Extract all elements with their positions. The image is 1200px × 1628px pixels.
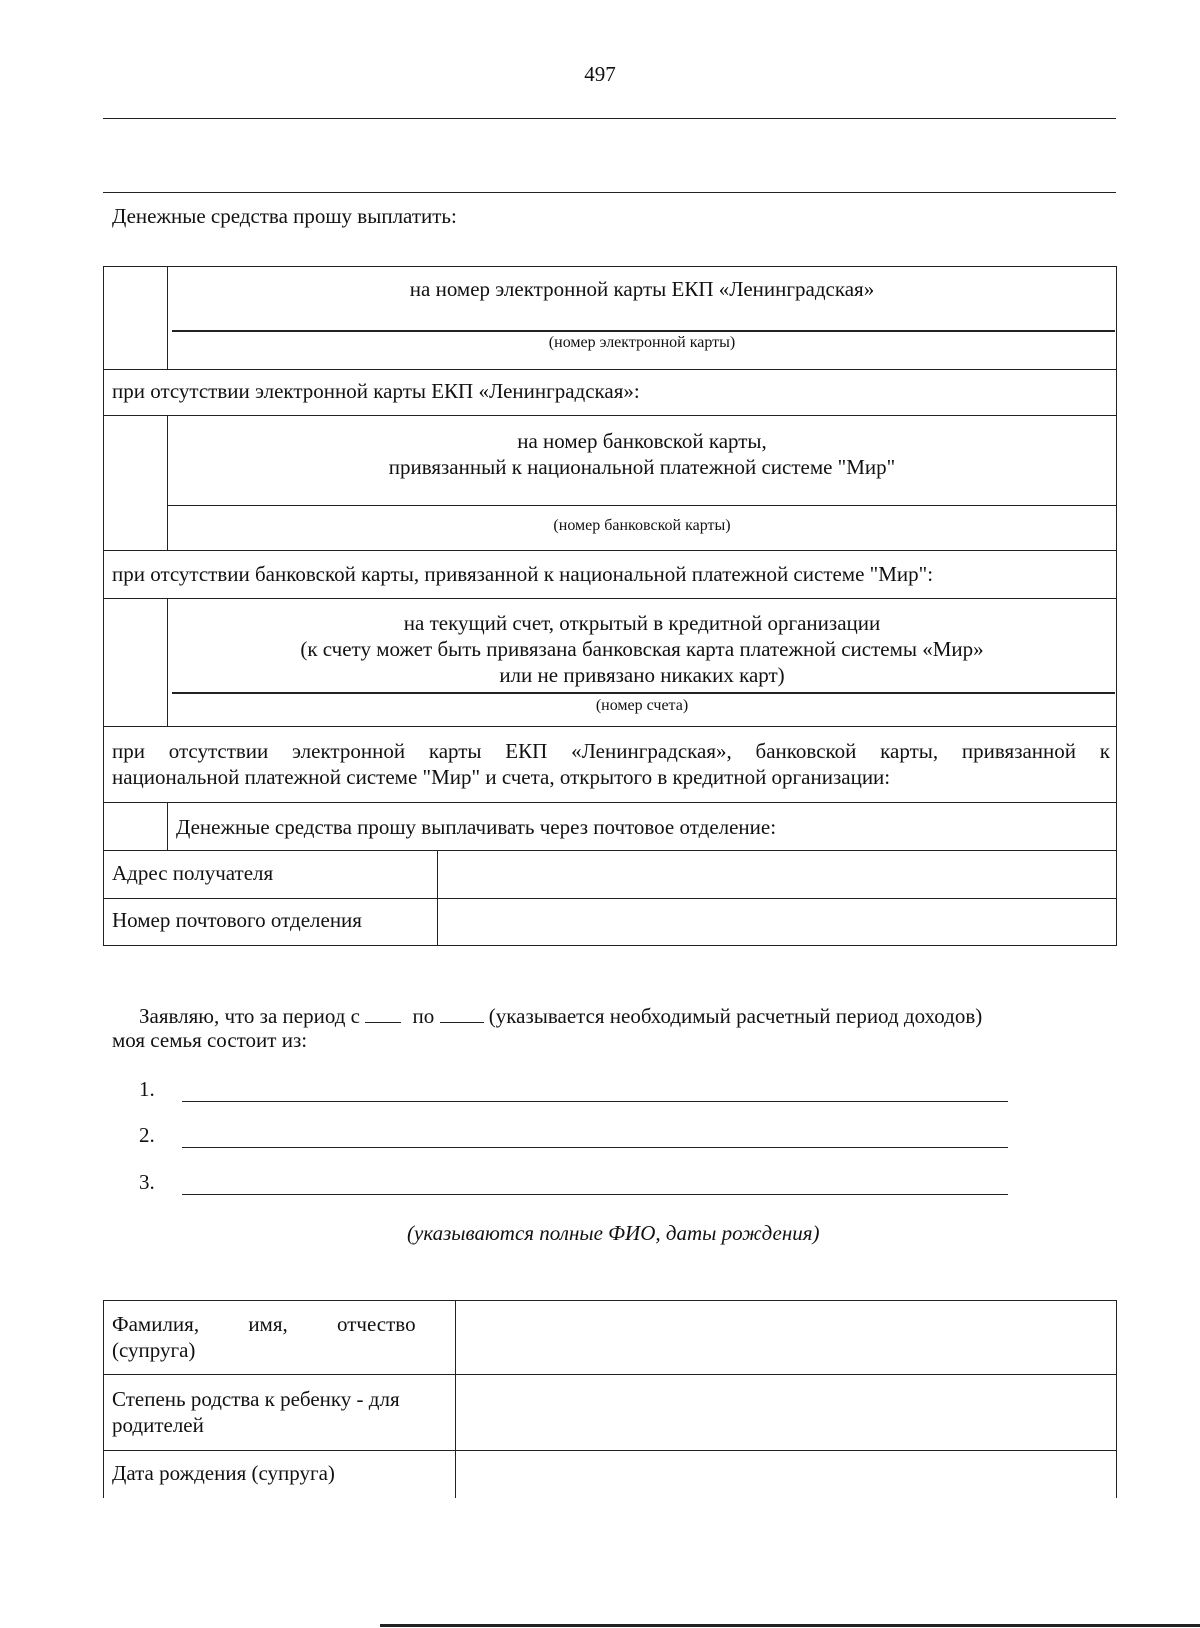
no-ekp-header: при отсутствии электронной карты ЕКП «Ленинградская»: (112, 379, 640, 403)
row-divider (103, 415, 1117, 416)
account-option-line1: на текущий счет, открытый в кредитной организации (403, 611, 881, 635)
no-bank-card-header: при отсутствии банковской карты, привязанной к национальной платежной системе "Мир": (112, 562, 934, 586)
payment-intro: Денежные средства прошу выплатить: (112, 204, 457, 228)
account-option-line2: (к счету может быть привязана банковская карта платежной системы «Мир» (300, 637, 984, 661)
member-3-line (182, 1194, 1008, 1195)
checkbox-divider (167, 802, 168, 850)
declaration-part2: по (412, 1004, 435, 1028)
relationship-field[interactable] (466, 1392, 1106, 1432)
spouse-birthdate-label: Дата рождения (супруга) (112, 1461, 335, 1485)
ekp-card-option: на номер электронной карты ЕКП «Ленинградская» (409, 277, 875, 301)
period-from-field[interactable] (365, 1004, 401, 1023)
spouse-table-top (103, 1300, 1117, 1301)
row-divider (103, 898, 1117, 899)
declaration-line2: моя семья состоит из: (112, 1028, 308, 1052)
member-number: 1. (139, 1077, 155, 1101)
bank-card-number-line[interactable] (168, 505, 1117, 506)
bank-card-checkbox[interactable] (104, 416, 167, 550)
declaration-part3: (указывается необходимый расчетный период доходов) (488, 1004, 983, 1028)
scan-edge (380, 1624, 1200, 1627)
spouse-birthdate-field[interactable] (466, 1460, 1106, 1490)
spouse-name-label (112, 1311, 450, 1337)
member-2-line (182, 1147, 1008, 1148)
header-rule-bottom (103, 192, 1116, 193)
row-divider (103, 802, 1117, 803)
bank-card-caption: (номер банковской карты) (553, 517, 731, 534)
post-office-number-label: Номер почтового отделения (112, 908, 362, 932)
address-label: Адрес получателя (112, 861, 274, 885)
member-1-line (182, 1101, 1008, 1102)
no-all-header-line2: национальной платежной системе "Мир" и счета, открытого в кредитной организации: (112, 765, 891, 789)
declaration-line1 (139, 1003, 982, 1029)
account-option-line3: или не привязано никаких карт) (499, 663, 785, 687)
spouse-name-label-a: Фамилия, имя, отчество (112, 1312, 416, 1336)
member-number: 2. (139, 1123, 155, 1147)
spouse-table-mid (455, 1300, 456, 1498)
relationship-label-a: Степень родства к ребенку - для (112, 1387, 400, 1411)
page-number: 497 (584, 62, 616, 86)
bank-card-option-line2: привязанный к национальной платежной системе "Мир" (388, 455, 896, 479)
spouse-name-label-b: (супруга) (112, 1338, 196, 1362)
row-divider (103, 850, 1117, 851)
ekp-card-checkbox[interactable] (104, 267, 167, 369)
row-divider (103, 598, 1117, 599)
address-field[interactable] (448, 860, 1108, 890)
spouse-table-right (1116, 1300, 1117, 1498)
row-divider (103, 1374, 1117, 1375)
post-office-option: Денежные средства прошу выплачивать через почтовое отделение: (176, 815, 777, 839)
payment-method-table (103, 266, 1117, 946)
member-2-field[interactable] (182, 1120, 1008, 1146)
account-number-line[interactable] (172, 692, 1115, 694)
account-checkbox[interactable] (104, 599, 167, 726)
ekp-card-caption: (номер электронной карты) (548, 334, 736, 351)
bank-card-option-line1: на номер банковской карты, (517, 429, 767, 453)
member-number: 3. (139, 1170, 155, 1194)
spouse-name-field[interactable] (466, 1318, 1106, 1358)
no-all-header-line1: при отсутствии электронной карты ЕКП «Ленинградская», банковской карты, привязанной к (112, 739, 1110, 763)
post-office-number-field[interactable] (448, 907, 1108, 937)
period-to-field[interactable] (440, 1004, 484, 1023)
row-divider (103, 1450, 1117, 1451)
spouse-table-left (103, 1300, 104, 1498)
row-divider (103, 369, 1117, 370)
member-1-field[interactable] (182, 1074, 1008, 1100)
member-3-field[interactable] (182, 1167, 1008, 1193)
row-divider (103, 550, 1117, 551)
account-caption: (номер счета) (595, 697, 689, 714)
relationship-label-b: родителей (112, 1413, 204, 1437)
members-hint: (указываются полные ФИО, даты рождения) (407, 1221, 820, 1245)
declaration-part1: Заявляю, что за период с (139, 1004, 360, 1028)
row-divider (103, 726, 1117, 727)
post-office-checkbox[interactable] (104, 803, 167, 850)
header-rule-top (103, 118, 1116, 119)
ekp-card-number-line[interactable] (172, 330, 1115, 332)
